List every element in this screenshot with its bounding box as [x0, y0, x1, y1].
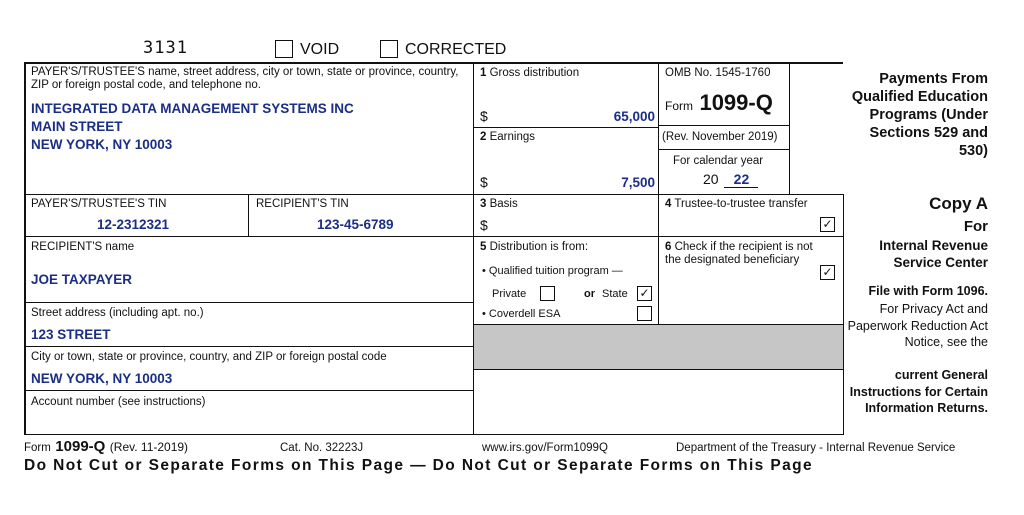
box1-value: 65,000 [613, 109, 655, 124]
box5-number: 5 [480, 241, 487, 253]
row-tin-bottom-line [24, 236, 844, 237]
row1-bottom-line [24, 194, 844, 195]
copy-for: For [963, 218, 988, 235]
box1-label-text: Gross distribution [489, 67, 580, 79]
form-name: 1099-Q [699, 90, 773, 115]
year-prefix: 20 [703, 171, 719, 187]
footer-url[interactable]: www.irs.gov/Form1099Q [482, 442, 608, 454]
box3-number: 3 [480, 198, 487, 210]
box2-value: 7,500 [621, 175, 655, 190]
copy-irs: Internal Revenue Service Center [879, 238, 988, 270]
city-bottom-line [24, 390, 473, 391]
privacy-notice: For Privacy Act and Paperwork Reduction Act Notice, see the [847, 302, 988, 349]
box1-label [480, 67, 579, 80]
coverdell-label: • Coverdell ESA [482, 308, 561, 320]
recipient-name: JOE TAXPAYER [31, 272, 133, 287]
box4-label-text: Trustee-to-trustee transfer [674, 198, 808, 210]
box5-label [480, 241, 588, 254]
copy-a-title: Copy A [929, 194, 988, 213]
mid-divider [473, 62, 474, 435]
state-checkbox[interactable]: ✓ [637, 286, 652, 301]
shaded-area [474, 325, 843, 369]
recipient-name-bottom-line [24, 302, 473, 303]
tin-divider [248, 194, 249, 236]
footer-department: Department of the Treasury - Internal Revenue Service [676, 442, 956, 454]
box2-number: 2 [480, 131, 487, 143]
payer-tin-label: PAYER'S/TRUSTEE'S TIN [31, 198, 167, 210]
box4-number: 4 [665, 198, 672, 210]
box1-dollar: $ [480, 108, 488, 124]
recipient-name-label: RECIPIENT'S name [31, 241, 135, 253]
general-instructions: current General Instructions for Certain Information Returns. [849, 368, 988, 415]
form-code: 3131 [143, 38, 188, 58]
omb-number: OMB No. 1545-1760 [665, 67, 771, 79]
box2-label [480, 131, 535, 144]
box2-label-text: Earnings [489, 131, 535, 143]
revision-bottom-line [658, 149, 789, 150]
void-label: VOID [300, 41, 340, 58]
corrected-label: CORRECTED [405, 41, 507, 58]
box6-label-text: Check if the recipient is not the designated beneficiary [665, 241, 813, 266]
box1-number: 1 [480, 67, 487, 79]
recipient-tin-value: 123-45-6789 [317, 217, 394, 232]
footer-form-name: 1099-Q [55, 438, 106, 455]
top-border [24, 62, 843, 64]
or-label: or [584, 288, 595, 300]
recipient-street: 123 STREET [31, 327, 111, 342]
footer-form-prefix: Form [24, 442, 51, 454]
coverdell-checkbox[interactable] [637, 306, 652, 321]
form-title [665, 90, 773, 116]
box4-checkbox[interactable]: ✓ [820, 217, 835, 232]
footer-revision: (Rev. 11-2019) [109, 440, 189, 454]
form-prefix: Form [665, 99, 693, 113]
qtp-label: • Qualified tuition program — [482, 265, 623, 277]
calendar-year [703, 171, 758, 188]
copy-divider [843, 194, 844, 435]
recipient-tin-label: RECIPIENT'S TIN [256, 198, 349, 210]
recipient-city-label: City or town, state or province, country, and ZIP or foreign postal code [31, 351, 387, 363]
state-label: State [602, 288, 628, 300]
box6-checkbox[interactable]: ✓ [820, 265, 835, 280]
payer-tin-value: 12-2312321 [97, 217, 170, 232]
do-not-cut-notice: Do Not Cut or Separate Forms on This Page — Do Not Cut or Separate Forms on This Page [24, 457, 814, 474]
payer-city: NEW YORK, NY 10003 [31, 137, 173, 152]
payer-label: PAYER'S/TRUSTEE'S name, street address, city or town, state or province, country, ZIP or foreign postal code, and telephone no. [31, 66, 459, 91]
box1-bottom-line [473, 127, 658, 128]
box1-right-divider [658, 62, 659, 324]
footer-form [24, 438, 188, 456]
left-border [24, 62, 26, 435]
private-label: Private [492, 288, 527, 300]
corrected-checkbox[interactable] [380, 40, 398, 58]
omb-right-divider [789, 62, 790, 194]
form-revision: (Rev. November 2019) [662, 131, 778, 143]
box3-label-text: Basis [489, 198, 518, 210]
calendar-year-label: For calendar year [673, 155, 764, 167]
account-number-label: Account number (see instructions) [31, 396, 206, 408]
file-with-1096: File with Form 1096. [868, 284, 988, 298]
form-name-bottom-line [658, 125, 789, 126]
year-suffix[interactable]: 22 [724, 171, 758, 188]
box4-label [665, 198, 815, 211]
payer-name: INTEGRATED DATA MANAGEMENT SYSTEMS INC [31, 101, 354, 116]
street-bottom-line [24, 346, 473, 347]
box6-number: 6 [665, 241, 672, 253]
footer-cat-no: Cat. No. 32223J [280, 442, 364, 454]
void-checkbox[interactable] [275, 40, 293, 58]
recipient-city: NEW YORK, NY 10003 [31, 371, 173, 386]
box6-label [665, 241, 815, 267]
bottom-border [24, 434, 843, 435]
gray-bottom-line [473, 369, 843, 370]
box3-dollar: $ [480, 217, 488, 233]
payer-street: MAIN STREET [31, 119, 123, 134]
box3-label [480, 198, 518, 211]
private-checkbox[interactable] [540, 286, 555, 301]
box2-dollar: $ [480, 174, 488, 190]
recipient-street-label: Street address (including apt. no.) [31, 307, 204, 319]
box5-label-text: Distribution is from: [489, 241, 589, 253]
form-heading: Payments From Qualified Education Programs (Under Sections 529 and 530) [851, 71, 988, 159]
